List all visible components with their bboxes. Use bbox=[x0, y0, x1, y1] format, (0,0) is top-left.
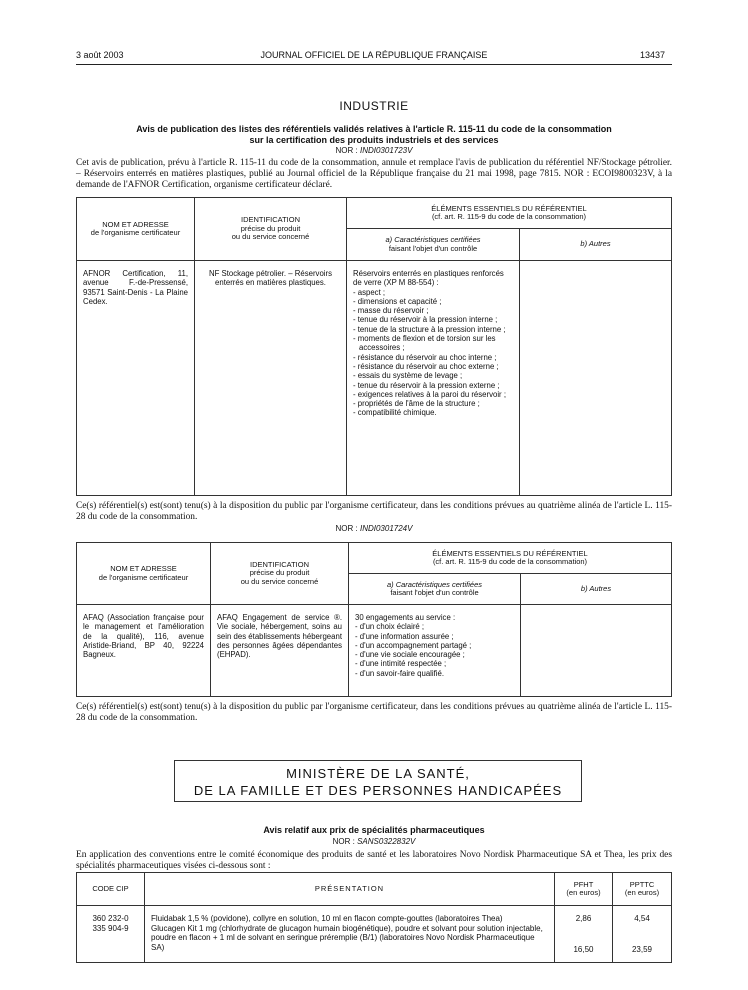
col-header-ppttc-sub: (en euros) bbox=[624, 888, 660, 897]
list-item: - d'un savoir-faire qualifié. bbox=[355, 669, 514, 678]
col-header-elements-sub: (cf. art. R. 115-9 du code de la consommation) bbox=[432, 557, 588, 566]
col-header-a-title: a) Caractéristiques certifiées bbox=[385, 235, 481, 244]
list-item: - d'une intimité respectée ; bbox=[355, 659, 514, 668]
col-header-presentation: PRÉSENTATION bbox=[145, 873, 555, 906]
col-header-ident-title: IDENTIFICATION bbox=[249, 559, 310, 569]
nor-code: INDI0301723V bbox=[359, 146, 413, 155]
presentation-text: Fluidabak 1,5 % (povidone), collyre en solution, 10 ml en flacon compte-gouttes (laboratoires Thea) bbox=[151, 914, 503, 923]
list-item: - moments de flexion et de torsion sur les accessoires ; bbox=[353, 334, 513, 353]
characteristics-list bbox=[353, 288, 513, 418]
col-header-pfht-title: PFHT bbox=[573, 879, 594, 889]
col-header-nom-sub: de l'organisme certificateur bbox=[98, 572, 189, 582]
nor-label: NOR : bbox=[335, 146, 358, 155]
col-header-ppttc-title: PPTTC bbox=[629, 879, 655, 889]
col-header-pfht-sub: (en euros) bbox=[566, 888, 601, 897]
col-header-pfht bbox=[555, 873, 613, 906]
referentiel-table-1 bbox=[76, 197, 672, 496]
col-header-elements-title: ÉLÉMENTS ESSENTIELS DU RÉFÉRENTIEL bbox=[431, 203, 587, 213]
col-header-b-title: b) Autres bbox=[580, 239, 611, 249]
nor-label: NOR : bbox=[335, 524, 358, 533]
nor-line-2 bbox=[76, 524, 672, 533]
col-header-elements-sub: (cf. art. R. 115-9 du code de la consommation) bbox=[431, 212, 587, 221]
list-item: - essais du système de levage ; bbox=[353, 371, 513, 380]
col-header-ident-sub1: précise du produit bbox=[240, 223, 301, 233]
ppttc-value: 4,54 bbox=[634, 914, 650, 923]
referentiel-table-2 bbox=[76, 542, 672, 697]
col-header-ident-sub1: précise du produit bbox=[249, 568, 310, 578]
col-header-a bbox=[349, 574, 521, 605]
header-rule bbox=[76, 64, 672, 65]
list-item: - exigences relatives à la paroi du réservoir ; bbox=[353, 390, 513, 399]
ministry-title-line2: DE LA FAMILLE ET DES PERSONNES HANDICAPÉES bbox=[193, 783, 563, 798]
list-item: - masse du réservoir ; bbox=[353, 306, 513, 315]
list-item: - tenue du réservoir à la pression externe ; bbox=[353, 381, 513, 390]
col-header-ppttc bbox=[613, 873, 672, 906]
list-item: - tenue de la structure à la pression interne ; bbox=[353, 325, 513, 334]
nor-code: SANS0322832V bbox=[357, 837, 416, 846]
nor-code: INDI0301724V bbox=[359, 524, 413, 533]
list-item: - d'un accompagnement partagé ; bbox=[355, 641, 514, 650]
col-header-elements bbox=[347, 198, 672, 229]
col-header-ident bbox=[195, 198, 347, 261]
list-item: - tenue du réservoir à la pression interne ; bbox=[353, 315, 513, 324]
col-header-ident-sub2: ou du service concerné bbox=[231, 232, 310, 242]
list-item: - compatibilité chimique. bbox=[353, 408, 513, 417]
list-item: - dimensions et capacité ; bbox=[353, 297, 513, 306]
col-header-b bbox=[520, 229, 672, 261]
list-item: - propriétés de l'âme de la structure ; bbox=[353, 399, 513, 408]
col-header-elements-title: ÉLÉMENTS ESSENTIELS DU RÉFÉRENTIEL bbox=[432, 548, 588, 558]
pfht-value: 2,86 bbox=[575, 914, 592, 923]
list-item: - d'un choix éclairé ; bbox=[355, 622, 514, 631]
nor-line-3 bbox=[76, 837, 672, 846]
col-header-nom-sub: de l'organisme certificateur bbox=[90, 228, 181, 237]
list-item: - d'une information assurée ; bbox=[355, 632, 514, 641]
list-item: - résistance du réservoir au choc interne ; bbox=[353, 353, 513, 362]
pfht-cell bbox=[555, 906, 613, 963]
avis-title bbox=[76, 124, 672, 145]
header-date: 3 août 2003 bbox=[76, 50, 124, 60]
autres-cell bbox=[521, 605, 672, 697]
after-table-1-paragraph: Ce(s) référentiel(s) est(sont) tenu(s) à la disposition du public par l'organisme certificateur, dans les conditions prévues au quatrième alinéa de l'article L. 115-28 du code de la consommation. bbox=[76, 501, 672, 522]
list-item: - d'une vie sociale encouragée ; bbox=[355, 650, 514, 659]
col-header-nom-title: NOM ET ADRESSE bbox=[110, 564, 177, 573]
col-header-a bbox=[347, 229, 520, 261]
header-page-number: 13437 bbox=[640, 50, 666, 60]
pfht-value: 16,50 bbox=[573, 944, 594, 954]
org-cell: AFNOR Certification, 11, avenue F.-de-Pressensé, 93571 Saint-Denis - La Plaine Cedex. bbox=[77, 261, 195, 496]
col-header-nom-title: NOM ET ADRESSE bbox=[102, 219, 169, 229]
col-header-b-title: b) Autres bbox=[580, 583, 612, 593]
characteristics-intro: 30 engagements au service : bbox=[355, 613, 456, 622]
code-cip-cell bbox=[77, 906, 145, 963]
nor-line-1 bbox=[76, 146, 672, 155]
col-header-ident-title: IDENTIFICATION bbox=[240, 215, 301, 225]
after-table-2-paragraph: Ce(s) référentiel(s) est(sont) tenu(s) à la disposition du public par l'organisme certificateur, dans les conditions prévues au quatrième alinéa de l'article L. 115-28 du code de la consommation. bbox=[76, 702, 672, 723]
ministry-title-line1: MINISTÈRE DE LA SANTÉ, bbox=[286, 766, 470, 781]
characteristics-cell bbox=[347, 261, 520, 496]
list-item: - aspect ; bbox=[353, 288, 513, 297]
presentation-cell bbox=[145, 906, 555, 963]
avis-title-line2: sur la certification des produits industriels et des services bbox=[249, 134, 499, 145]
col-header-a-sub: faisant l'objet d'un contrôle bbox=[390, 588, 479, 597]
section-title-industrie: INDUSTRIE bbox=[339, 99, 409, 113]
avis-prix-title: Avis relatif aux prix de spécialités pharmaceutiques bbox=[263, 825, 485, 835]
org-cell: AFAQ (Association française pour le management et l'amélioration de la qualité), 116, avenue Aristide-Briand, BP 40, 92224 Bagneux. bbox=[77, 605, 211, 697]
col-header-nom bbox=[77, 543, 211, 605]
ident-cell: NF Stockage pétrolier. – Réservoirs enterrés en matières plastiques. bbox=[195, 261, 347, 496]
autres-cell bbox=[520, 261, 672, 496]
prix-intro-paragraph: En application des conventions entre le comité économique des produits de santé et les laboratoires Novo Nordisk Pharmaceutique SA et Thea, les prix des spécialités pharmaceutiques visées ci-dessous sont : bbox=[76, 850, 672, 871]
col-header-ident bbox=[211, 543, 349, 605]
col-header-code-cip: CODE CIP bbox=[77, 873, 145, 906]
code-cip: 335 904-9 bbox=[92, 923, 129, 933]
col-header-ident-sub2: ou du service concerné bbox=[240, 576, 319, 586]
presentation-text: Glucagen Kit 1 mg (chlorhydrate de glucagon humain biogénétique), poudre et solvant pour solution injectable, poudre en flacon + 1 ml de solvant en seringue préremplie (B/1) (laboratoires Novo Nordisk Pharmaceutique SA) bbox=[151, 923, 543, 952]
prix-table bbox=[76, 872, 672, 963]
table-row bbox=[77, 906, 672, 963]
characteristics-list bbox=[355, 622, 514, 678]
ministry-title-box bbox=[174, 760, 582, 802]
ident-cell: AFAQ Engagement de service ®. Vie sociale, hébergement, soins au sein des établissements hébergeant des personnes âgées dépendantes (EHPAD). bbox=[211, 605, 349, 697]
ppttc-cell bbox=[613, 906, 672, 963]
code-cip: 360 232-0 bbox=[92, 914, 129, 923]
col-header-a-sub: faisant l'objet d'un contrôle bbox=[388, 243, 478, 253]
col-header-a-title: a) Caractéristiques certifiées bbox=[386, 579, 483, 589]
header-journal: JOURNAL OFFICIEL DE LA RÉPUBLIQUE FRANÇAISE bbox=[260, 50, 488, 60]
col-header-elements bbox=[349, 543, 672, 574]
ppttc-value: 23,59 bbox=[631, 944, 653, 954]
nor-label: NOR : bbox=[332, 837, 355, 846]
intro-paragraph: Cet avis de publication, prévu à l'article R. 115-11 du code de la consommation, annule et remplace l'avis de publication du référentiel NF/Stockage pétrolier. – Réservoirs enterrés en matières plastiques, publié au Journal officiel de la République française du 21 mai 1998, page 7815. NOR : ECOI9800323V, à la demande de l'AFNOR Certification, organisme certificateur déclaré. bbox=[76, 158, 672, 190]
list-item: - résistance du réservoir au choc externe ; bbox=[353, 362, 513, 371]
characteristics-cell bbox=[349, 605, 521, 697]
characteristics-intro: Réservoirs enterrés en plastiques renforcés de verre (XP M 88-554) : bbox=[353, 269, 504, 288]
avis-title-line1: Avis de publication des listes des référentiels validés relatives à l'article R. 115-11 du code de la consommation bbox=[136, 124, 612, 134]
col-header-nom bbox=[77, 198, 195, 261]
col-header-b bbox=[521, 574, 672, 605]
